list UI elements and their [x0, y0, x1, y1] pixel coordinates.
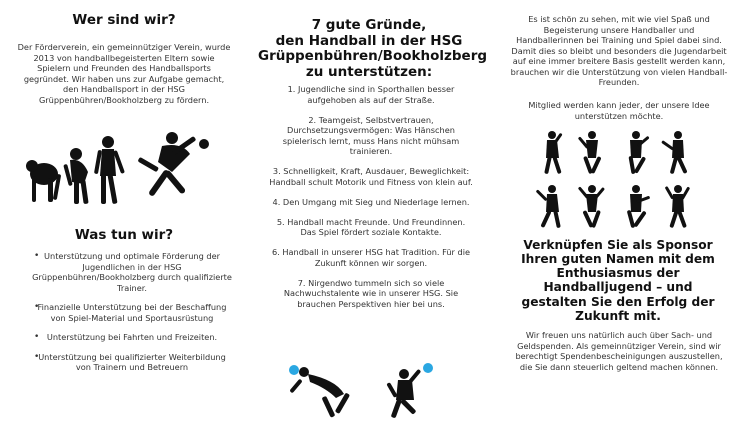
column-left [8, 0, 240, 447]
cta-line: Enthusiasmus der [556, 266, 680, 281]
heading-gute-gruende [258, 17, 488, 80]
title-line: zu unterstützen: [305, 63, 433, 80]
cta-line: Ihren guten Namen mit dem [521, 252, 715, 267]
cta-line: Handballjugend – und [543, 280, 693, 295]
title-line: 7 gute Gründe, [311, 17, 427, 33]
list-item: • Unterstützung und optimale Förderung der Jugendlichen in der HSG Grüppenbühren/Bookholzberg durch qualifizierte Trainer. [8, 251, 240, 293]
intro-text: Der Förderverein, ein gemeinnütziger Verein, wurde 2013 von handballbegeisterten Eltern sowie Spielern und Freunden des Handballsports gegründet. Wir haben uns zur Aufgabe gemacht, den Handballsport in der HSG Grüppenbühren/Bookholzberg zu fördern. [17, 42, 231, 105]
reasons-list [268, 84, 474, 319]
heading-wer-sind-wir: Wer sind wir? [72, 12, 176, 28]
cta-line: gestalten Sie den Erfolg der [521, 294, 715, 309]
paragraph-enthusiasm: Es ist schön zu sehen, mit wie viel Spaß und Begeisterung unsere Handballer und Handballerinnen bei Training und Spiel dabei sind. Damit dies so bleibt und besonders die Jugendarbeit auf eine immer breitere Basis gestellt werden kann, brauchen wir die Unterstützung von vielen Handball-Freunden. [510, 14, 728, 87]
list-item: • Unterstützung bei Fahrten und Freizeiten. [8, 332, 240, 343]
reason-item: 6. Handball in unserer HSG hat Tradition. Für die Zukunft können wir sorgen. [271, 247, 471, 268]
evolution-graphic-icon [22, 124, 230, 208]
cta-line: Zukunft mit. [575, 308, 661, 323]
players-with-balls-icon [286, 360, 456, 420]
paragraph-membership: Mitglied werden kann jeder, der unsere Idee unterstützen möchte. [528, 100, 710, 121]
title-line: Grüppenbühren/Bookholzberg [258, 48, 488, 65]
reason-item: 4. Den Umgang mit Sieg und Niederlage lernen. [272, 196, 470, 207]
reason-item: 2. Teamgeist, Selbstvertrauen, Durchsetzungsvermögen: Was Hänschen spielerisch lernt, muss Hans nicht mühsam trainieren. [282, 114, 460, 156]
cta-line: Verknüpfen Sie als Sponsor [523, 238, 713, 252]
title-line: den Handball in der HSG [275, 32, 463, 49]
reason-item: 7. Nirgendwo tummeln sich so viele Nachwuchstalente wie in unserer HSG. Sie brauchen Perspektiven hier bei uns. [283, 277, 459, 309]
column-middle [258, 0, 488, 447]
list-item: • Unterstützung bei qualifizierter Weiterbildung von Trainern und Betreuern [8, 352, 240, 373]
heading-was-tun-wir: Was tun wir? [74, 227, 174, 243]
handball-silhouettes-icon [534, 126, 706, 234]
reason-item: 1. Jugendliche sind in Sporthallen besser aufgehoben als auf der Straße. [287, 84, 455, 105]
sponsor-call-to-action [508, 238, 728, 323]
reason-item: 5. Handball macht Freunde. Und Freundinnen. Das Spiel fördert soziale Kontakte. [276, 216, 466, 237]
reason-item: 3. Schnelligkeit, Kraft, Ausdauer, Beweglichkeit: Handball schult Motorik und Fitness von klein auf. [269, 166, 473, 187]
paragraph-donations: Wir freuen uns natürlich auch über Sach- und Geldspenden. Als gemeinnütziger Verein, sind wir berechtigt Spendenbescheinigungen auszustellen, die Sie dann steuerlich geltend machen können. [515, 330, 723, 372]
column-right [504, 0, 732, 447]
list-item: • Finanzielle Unterstützung bei der Beschaffung von Spiel-Material und Sportausrüstung [8, 302, 240, 323]
activities-list [8, 251, 240, 382]
